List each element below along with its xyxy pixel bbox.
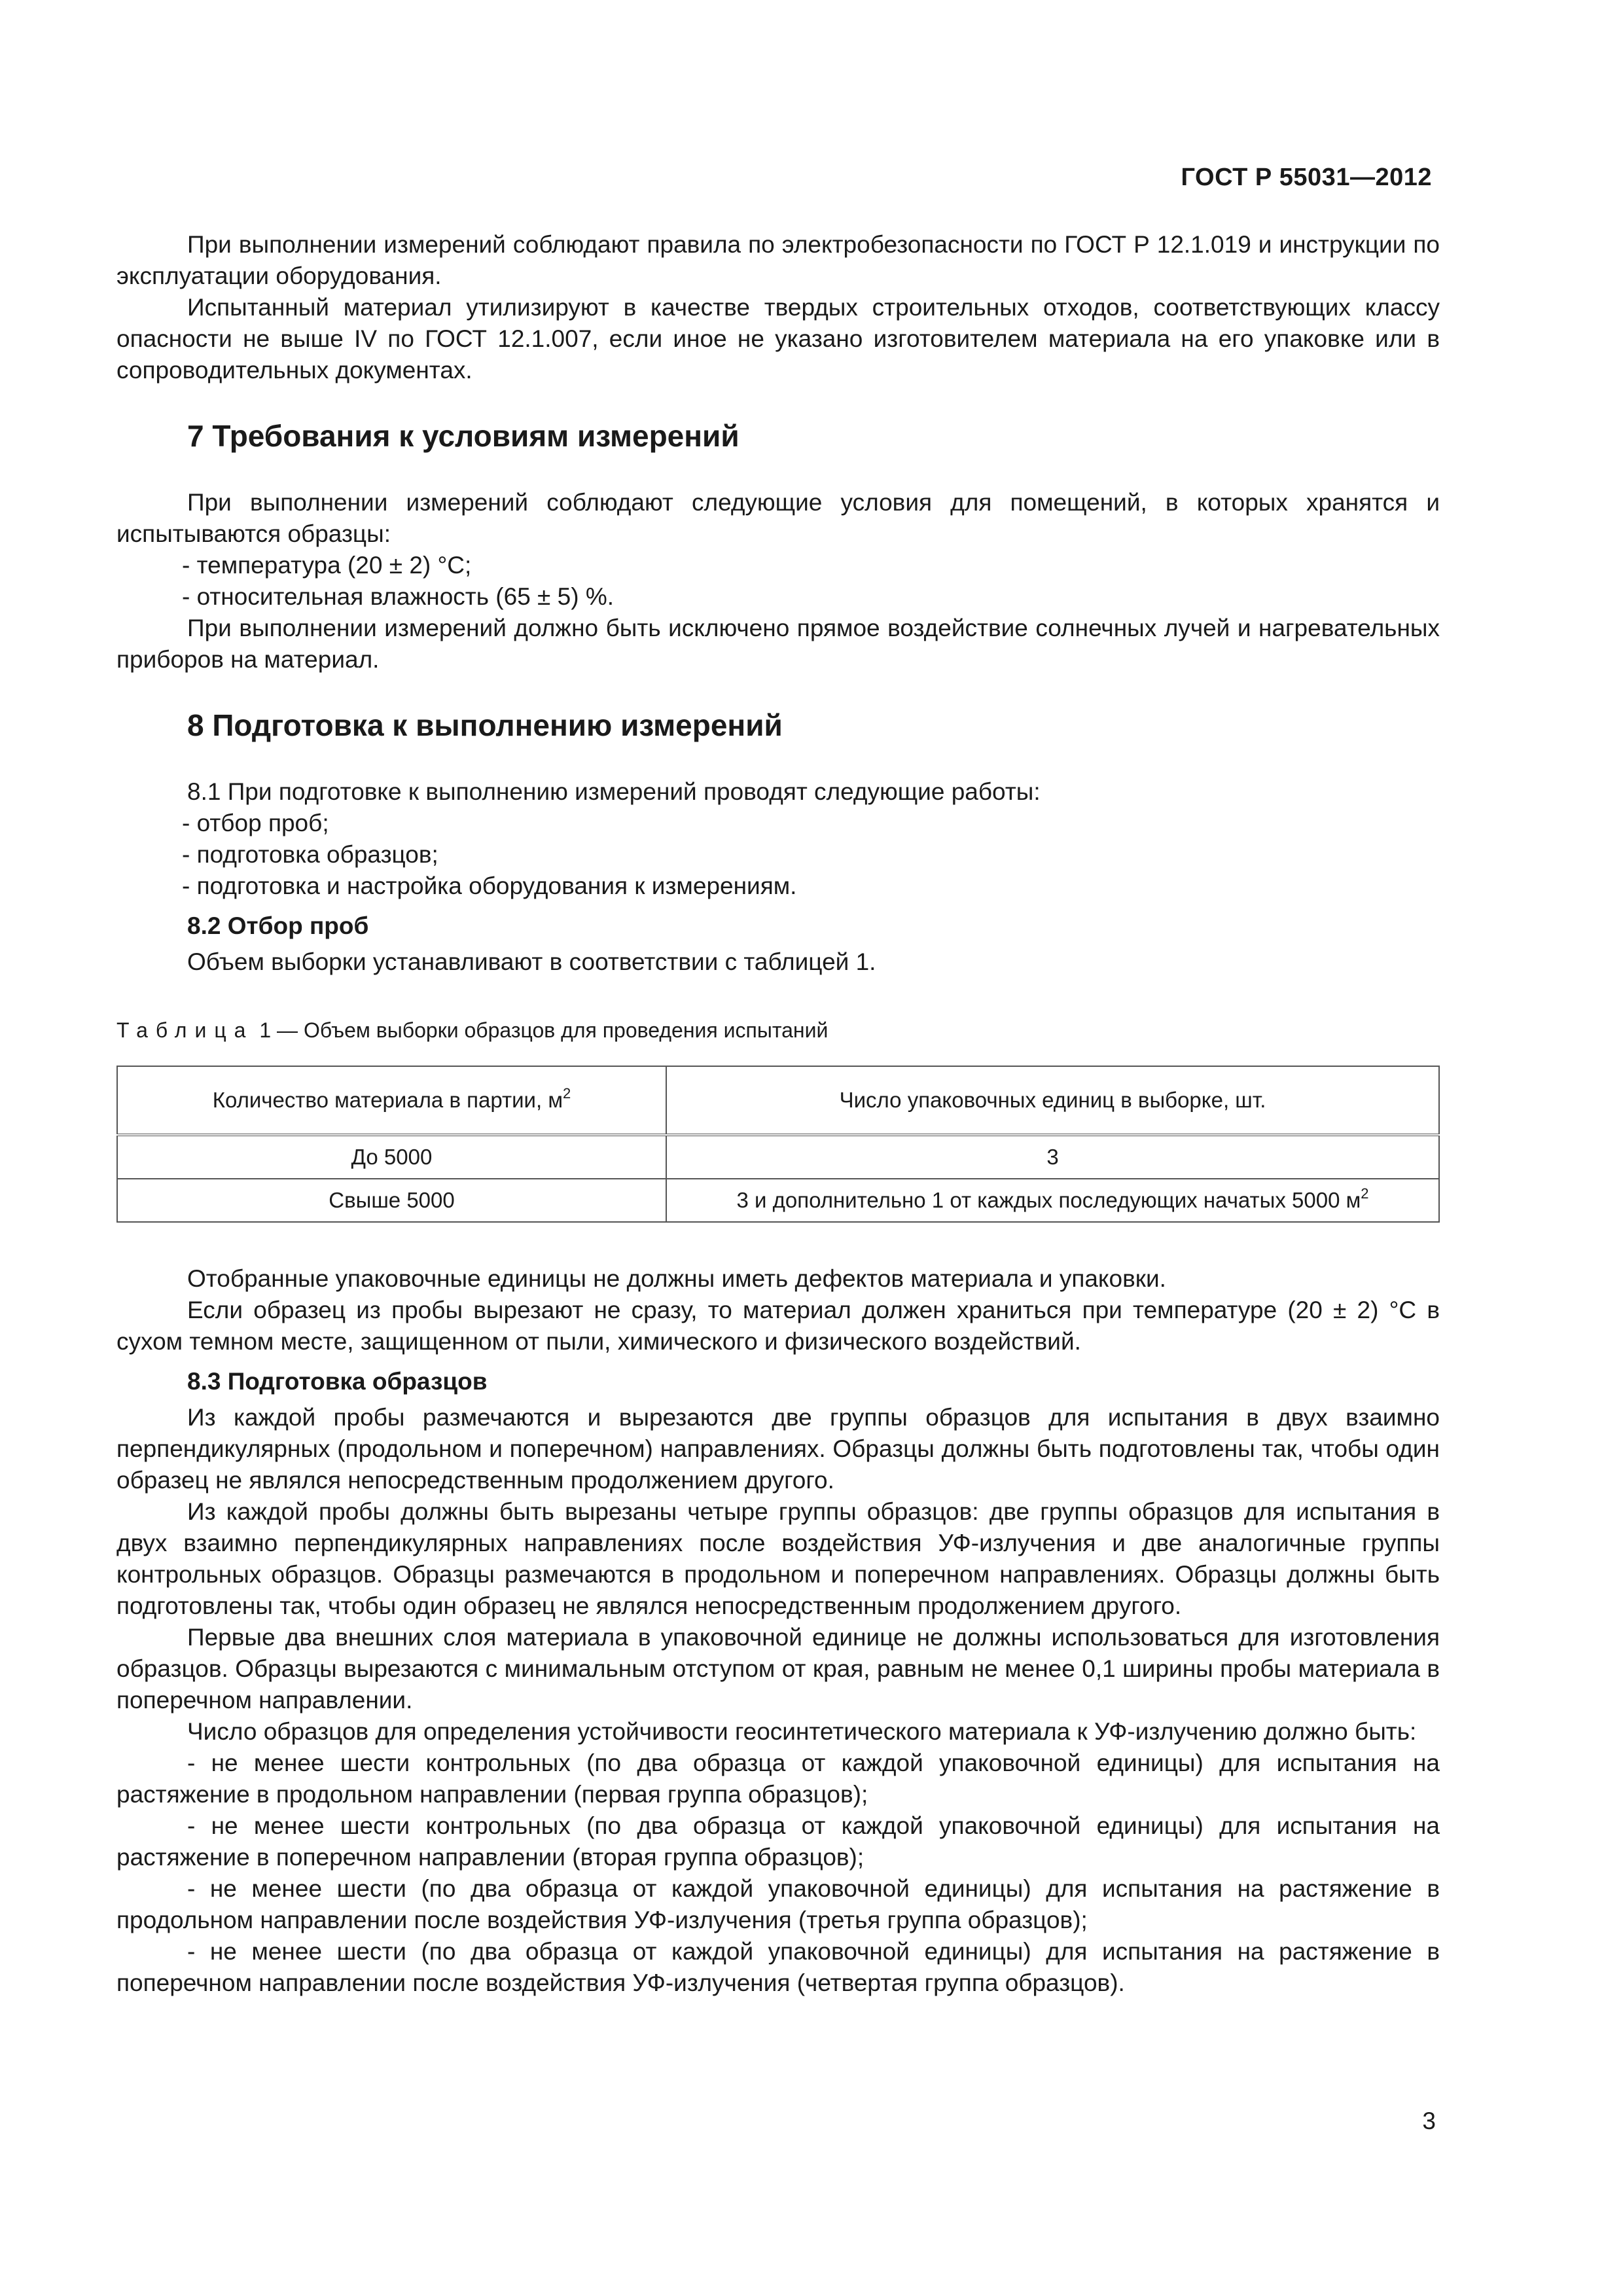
subsection-8-2-title: 8.2 Отбор проб (187, 912, 369, 939)
table-header-cell (117, 1066, 666, 1135)
list-item: - не менее шести (по два образца от каждой упаковочной единицы) для испытания на растяжение в поперечном направлении после воздействия УФ-излучения (четвертая группа образцов). (116, 1938, 1440, 1996)
list-item: - подготовка образцов; (182, 841, 438, 868)
table-caption-text: 1 — Объем выборки образцов для проведения испытаний (253, 1018, 829, 1042)
header-text: Число упаковочных единиц в выборке, шт. (839, 1088, 1266, 1112)
table-cell (666, 1179, 1439, 1222)
header-text: Количество материала в партии, м (212, 1088, 563, 1112)
paragraph: Объем выборки устанавливают в соответствии с таблицей 1. (187, 948, 876, 975)
table-cell: До 5000 (117, 1135, 666, 1179)
list-item: - отбор проб; (182, 810, 329, 836)
table-caption (116, 1017, 1440, 1043)
paragraph: Испытанный материал утилизируют в качестве твердых строительных отходов, соответствующих классу опасности не выше IV по ГОСТ 12.1.007, если иное не указано изготовителем материала на его упаковке или в сопроводительных документах. (116, 294, 1440, 384)
list-item: - подготовка и настройка оборудования к измерениям. (182, 872, 797, 899)
page-number: 3 (1422, 2108, 1436, 2134)
table-cell: Свыше 5000 (117, 1179, 666, 1222)
subsection-8-3-title: 8.3 Подготовка образцов (187, 1368, 488, 1395)
list-item: - не менее шести контрольных (по два образца от каждой упаковочной единицы) для испытания на растяжение в продольном направлении (первая группа образцов); (116, 1749, 1440, 1808)
cell-text: 3 и дополнительно 1 от каждых последующих начатых 5000 м (736, 1188, 1361, 1212)
table-cell: 3 (666, 1135, 1439, 1179)
paragraph: При выполнении измерений соблюдают следующие условия для помещений, в которых хранятся и испытываются образцы: (116, 489, 1440, 547)
list-item: - температура (20 ± 2) °С; (182, 552, 472, 579)
paragraph: При выполнении измерений соблюдают правила по электробезопасности по ГОСТ Р 12.1.019 и инструкции по эксплуатации оборудования. (116, 231, 1440, 289)
superscript: 2 (563, 1085, 571, 1102)
paragraph: Из каждой пробы должны быть вырезаны четыре группы образцов: две группы образцов для испытания в двух взаимно перпендикулярных направлениях после воздействия УФ-излучения и две аналогичные группы контрольных образцов. Образцы размечаются в продольном и поперечном направлениях. Образцы должны быть подготовлены так, чтобы один образец не являлся непосредственным продолжением другого. (116, 1498, 1440, 1619)
paragraph: Число образцов для определения устойчивости геосинтетического материала к УФ-излучению должно быть: (187, 1718, 1417, 1745)
paragraph: При выполнении измерений должно быть исключено прямое воздействие солнечных лучей и нагревательных приборов на материал. (116, 615, 1440, 673)
paragraph: Из каждой пробы размечаются и вырезаются две группы образцов для испытания в двух взаимно перпендикулярных (продольном и поперечном) направлениях. Образцы должны быть подготовлены так, чтобы один образец не являлся непосредственным продолжением другого. (116, 1404, 1440, 1494)
list-item: - не менее шести контрольных (по два образца от каждой упаковочной единицы) для испытания на растяжение в поперечном направлении (вторая группа образцов); (116, 1812, 1440, 1871)
sample-size-table (116, 1066, 1440, 1223)
paragraph: Первые два внешних слоя материала в упаковочной единице не должны использоваться для изготовления образцов. Образцы вырезаются с минимальным отступом от края, равным не менее 0,1 ширины пробы материала в поперечном направлении. (116, 1624, 1440, 1713)
table-row (117, 1135, 1439, 1179)
list-item: - относительная влажность (65 ± 5) %. (182, 583, 615, 610)
table-header-row (117, 1066, 1439, 1135)
paragraph: Отобранные упаковочные единицы не должны иметь дефектов материала и упаковки. (187, 1265, 1166, 1292)
paragraph: Если образец из пробы вырезают не сразу, то материал должен храниться при температуре (20 ± 2) °С в сухом темном месте, защищенном от пыли, химического и физического воздействий. (116, 1297, 1440, 1355)
section-7-title: 7 Требования к условиям измерений (187, 419, 740, 453)
table-caption-label: Таблица (116, 1018, 254, 1042)
table-row (117, 1179, 1439, 1222)
table-header-cell (666, 1066, 1439, 1135)
paragraph: 8.1 При подготовке к выполнению измерений проводят следующие работы: (187, 778, 1041, 805)
page-content (116, 229, 1440, 1999)
document-id-header: ГОСТ Р 55031—2012 (1181, 164, 1432, 191)
list-item: - не менее шести (по два образца от каждой упаковочной единицы) для испытания на растяжение в продольном направлении после воздействия УФ-излучения (третья группа образцов); (116, 1875, 1440, 1933)
superscript: 2 (1361, 1185, 1369, 1202)
section-8-title: 8 Подготовка к выполнению измерений (187, 708, 783, 742)
